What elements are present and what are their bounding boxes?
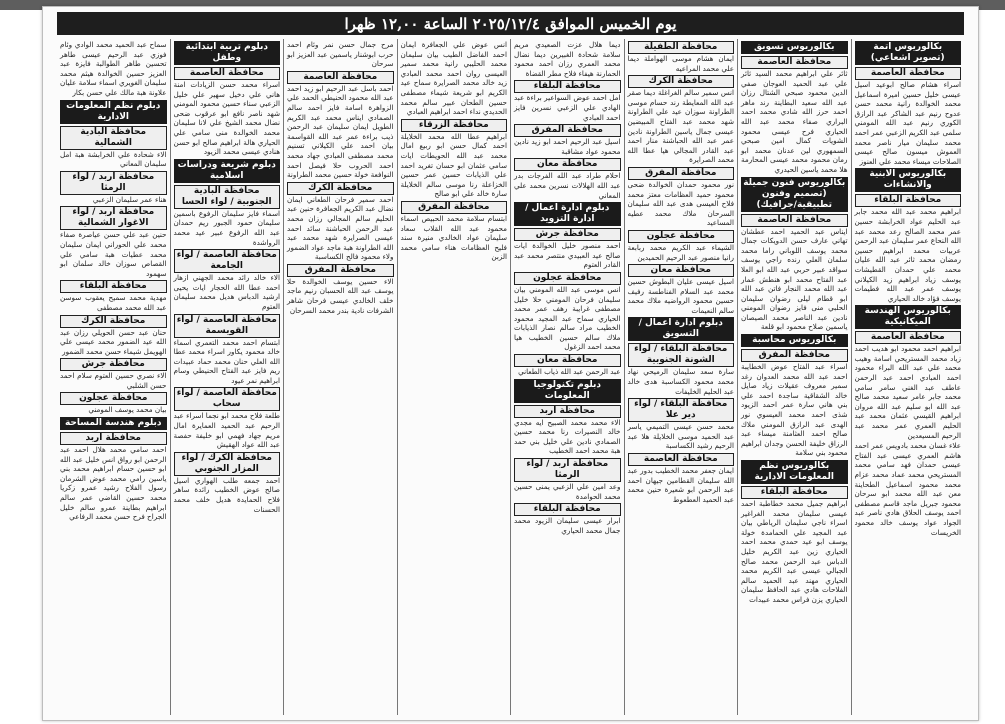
governorate-header: محافظة العاصمة (287, 71, 394, 84)
section (514, 503, 621, 535)
section (628, 75, 735, 165)
names-list: سارة سعد سليمان الرميحي نهاد محمد محمود الكساسبة هدى خالد عبد الحليم الخليفات (627, 367, 734, 396)
program-header: دبلوم ادارة اعمال / التسويق (628, 317, 735, 341)
section (60, 40, 167, 98)
section (628, 317, 735, 396)
governorate-header: محافظة معان (514, 158, 621, 171)
governorate-header: محافظة المفرق (287, 264, 394, 277)
section (628, 230, 735, 262)
column-4 (510, 39, 624, 715)
names-list: امل احمد عوض السواعير براءة عبد الهادي علي الزعبي نسرين فايز احمد العبادي (514, 93, 621, 122)
column-3 (624, 39, 738, 715)
section (60, 315, 167, 357)
names-list: انس عوض علي الجعافرة ايمان احمد الفاضل الطيب بيان سليمان محمد الحليبي رانية محمد سمير العيسى روان احمد محمد العبادي زيد خالد محمد الصرايرة سماح عيد الكريم ابو شريعة شيماء مصطفى حسين الطحان عبير سالم محمد الحديدي نداء احمد ابراهيم العبادي (400, 40, 507, 117)
program-header: دبلوم هندسة المساحة (60, 417, 167, 430)
names-list: طلعة فلاح محمد ابو نجما اسراء عبد الرحيم عبد الحميد العمايرة امال مريم جهاد فهمي ابو خليفة حفصة عبد الله عواد الهقيش (173, 411, 280, 450)
section (174, 159, 281, 247)
section (741, 334, 848, 458)
section (855, 168, 962, 303)
section (514, 458, 621, 501)
section (514, 272, 621, 352)
program-header: بكالوريوس تسويق (741, 41, 848, 54)
section (741, 177, 848, 333)
names-list: ايمان هشام موسى الهواملة ديما علي محمد المراعيه (627, 54, 734, 73)
governorate-header: محافظة عجلون (60, 392, 167, 405)
program-header: بكالوريوس نظم المعلومات الادارية (741, 460, 848, 484)
section (287, 264, 394, 315)
section (60, 171, 167, 205)
governorate-header: محافظة المفرق (514, 124, 621, 137)
names-list: احمد جمعه طلب الهواري اسيل صالح عوض الخطيب رائدة ساهر فلاح الحمايدة هديل خلف محمد الحسنات (173, 475, 280, 514)
names-list: اسماء فايز سليمان الرفوع باسمين سليمان حمود الجبور ريم حمدان عبد الله الرفوع عبير عيد محمد الرواشدة (173, 208, 280, 247)
names-list: الاء خالد رائد محمد الجهني ازهار احمد عطا الله الحجار ايات يحيى ارشيد الدباس هديل محمد سليمان العتوم (173, 273, 280, 311)
names-list: الاء حسين يوسف الخوالدة حلا يوسف عبد الله الحسبان رنيم ماجد خلف الخالدي عيسى فرحان شاهر الشرفات نادية بندر محمد السرحان (287, 276, 394, 315)
section (60, 100, 167, 169)
section (60, 417, 167, 522)
names-list: ثائر علي ابراهيم محمد السيد ثائر علي عبد الحميد العوجان صفي الدين محمود صبحي الشتال رزان عبد الله سعيد البطاينة رند ماهر احمد حرز الله شادي محمد احمد البراري صفاء محمد عبد الله الحياري فرح عيسى محمود الشويات كمال امين صبحي السمهوري لين عدنان محمد ابو رمان محمود محمد عيسى المحارمة هلا محمد ياسين الحيدري (741, 69, 848, 174)
governorate-header: محافظة البلقاء (514, 503, 621, 516)
column-7 (170, 39, 284, 715)
governorate-header: محافظة عجلون (628, 230, 735, 243)
governorate-header: محافظة العاصمة (741, 214, 848, 227)
governorate-header: محافظة العاصمة (174, 67, 281, 80)
column-1 (851, 39, 965, 715)
governorate-header: محافظة الكرك (628, 75, 735, 88)
section (287, 71, 394, 180)
section (174, 249, 281, 311)
section (855, 41, 962, 166)
governorate-header: محافظة الكرك (287, 182, 394, 195)
names-list: وعد امين علي الزعبي يمنى حسين محمد الحوامدة (514, 482, 621, 501)
names-list: انس موسى عبد الله المومني بيان سليمان فرحان المومني حلا خليل مصطفى غرايبة رهف عمر محمد الحياري سماح عبد المجيد محمود الخطيب مراد سالم نصار الذيابات ملاك سالم حسين الخطيب هيا محمد احمد الزغول (514, 284, 621, 352)
section (287, 40, 394, 69)
section (60, 358, 167, 390)
section (514, 124, 621, 156)
section (628, 41, 735, 73)
section (628, 453, 735, 504)
governorate-header: محافظة العاصمة / لواء سحاب (174, 387, 281, 411)
program-header: دبلوم تكنولوجيا المعلومات (514, 379, 621, 403)
governorate-header: محافظة البلقاء / لواء الشونة الجنوبية (628, 343, 735, 367)
governorate-header: محافظة العاصمة (855, 331, 962, 344)
governorate-header: محافظة البلقاء (60, 280, 167, 293)
names-list: الشيماء عبد الكريم محمد ربابعة رانيا منصور عبد الرحيم الحميدين (627, 242, 734, 262)
section (628, 167, 735, 228)
exam-date-headline: يوم الخميس الموافق ٢٠٢٥/١٢/٤ الساعة ١٢,٠٠ ظهرا (57, 12, 964, 35)
section (514, 354, 621, 377)
section (855, 305, 962, 440)
names-list: انس سمير سالم الغراغلة ديما صقر عبد الله المعايطة رند حسام موسى الطراونة سوزان عيد علي الطراونة شهد محمد عبد الفتاح المبيضين عيسى جمال ياسين الطراونة نادين عمر عبد الله الحباشنة منار احمد عبد القادر المجالي هيا عطا الله محمد الصرايرة (627, 88, 734, 165)
column-2 (737, 39, 851, 715)
program-header: بكالوريوس اتمة (تصوير اشعاعي) (855, 41, 962, 65)
governorate-header: محافظة اربد / لواء الرمثا (514, 458, 621, 482)
names-list: علاء غسان محمد بادويس عمر احمد هاشم العمري عيسى عبد الفتاح عيسى حمدان فهد سامي محمد المستريحي محمد عماد محمد عزام محمد محمود اسماعيل الطحاينة معن عبد الله محمد ابو سرحان محمود جبريل ماجد قاسم مصطفى احمد يوسف الحلاق هادي ناصر عبد الجواد عواد يوسف خالد محمود الخريسات (854, 441, 961, 537)
program-header: دبلوم نظم المعلومات الادارية (60, 100, 167, 124)
governorate-header: محافظة الكرك (60, 315, 167, 328)
column-8 (57, 39, 170, 715)
program-header: بكالوريوس محاسبة (741, 334, 848, 347)
governorate-header: محافظة العاصمة / لواء الجامعة (174, 249, 281, 273)
names-list: ابرار عيسى سليمان الزيود محمد جمال محمد الحياري (514, 516, 621, 535)
names-list: مهدية محمد سميح يعقوب سوسن عبد الله محمد مصطفى (60, 293, 167, 312)
governorate-header: محافظة البلقاء (514, 80, 621, 93)
program-header: دبلوم تربية ابتدائية وطفل (174, 41, 281, 65)
names-list: بيان محمد يوسف المومني (88, 405, 167, 415)
names-list: ابراهيم عطا الله محمد الخلايلة احمد كمال حسن ابو ربيع امال محمد عبد الله الحويطات ايات سامي عثمان ابو حسان تغريد احمد علي الذيابات حسين عمر حسين الخزاعلة رنا موسى سالم الخلايلة سارة خالد علي ابو صالح (400, 131, 507, 199)
column-6 (283, 39, 397, 715)
section (174, 41, 281, 157)
governorate-header: محافظة اربد (514, 405, 621, 418)
names-list: ابتسام احمد محمد التعمري اسماء خالد محمود يكاور اسراء محمد عطا الله العلي حنان محمد حماد عبيدات ريم فايز عبد الفتاح الحنيطي وسام ابراهيم نمر عيود (173, 337, 280, 385)
section (514, 158, 621, 200)
program-header: بكالوريوس الهندسة الميكانيكية (855, 305, 962, 329)
names-list: اسراء عبد الفتاح عوض الخطايبة احمد عبد الله محمد العدوان رغد سمير معروف عقيلات زياد صايل خالد الشقاقية ساجدة احمد علي بني هاني سارة عمر احمد الزيود شذى احمد محمد العيسوي نور الهدى عبد الرازق المومني ملاك صالح احمد العثامنة ميساء عبد الرزاق خليفة الحسن وجدان ابراهيم محمود بني سلامة (741, 362, 848, 458)
program-header: بكالوريوس الابنية والانشاءات (855, 168, 962, 192)
section (855, 441, 962, 537)
names-list: عبد الرحمن عبد الله ذياب الطعاني (518, 367, 621, 377)
section (60, 280, 167, 312)
names-list: احمد سمير فرحان الطعاني ايمان نضال عبد الكريم الجعافرة حنين عبد الحليم سالم المجالي رزان محمد عبد الرحمن الحباشنة سائد احمد عيسى الصرايرة شهد محمد عبد الله الطراونة هبة ماجد عواد الضمور ولاء محمود فالح الكساسبة (287, 194, 394, 262)
names-list: ابراهيم احمد محمود ابو هديب احمد زياد محمد المستريحي اسامة وهيب محمد علي عبد الله البراء محمود احمد العبادي احمد عبد الرحمن عاطف عبد الغني سامر سامي محمد جابر عامر سعيد محمد صالح عبد الله ابو سليم عبد الله مروان ابراهيم القيسي عثمان محمد عبد الحليم العمري عمر محمد عبد الرحيم المسيعدين (854, 344, 961, 440)
column-5 (397, 39, 511, 715)
governorate-header: محافظة البادية الشمالية (60, 126, 167, 150)
governorate-header: محافظة البلقاء / لواء دير علا (628, 398, 735, 422)
names-list: ديما هلال عزت الصعيدي مريم سلامة شحادة الغبيرين ديما نضال محمد العمري رزان احمد محمود الحمارنة هيفاء فلاح مطر القضاة (514, 40, 621, 78)
governorate-header: محافظة العاصمة (741, 56, 848, 69)
names-list: احمد منصور خليل الخوالدة ايات صالح عيد العبيدي منتصر محمد عبد القادر العتوم (514, 241, 621, 270)
names-list: حنين عبد علي حسن عياصرة صفاء محمد علي الحوراني ايمان سليمان محمد عطيات هبة سامي علي القصاص سوزان خالد سلمان ابو سهمود (60, 230, 167, 278)
program-header: دبلوم ادارة اعمال / ادارة التزويد (514, 202, 621, 226)
governorate-header: محافظة المفرق (628, 167, 735, 180)
section (741, 460, 848, 605)
names-list: الاء شحادة علي الخرابشة هبة امل سليمان المعاني (60, 149, 167, 169)
newspaper-page (42, 6, 979, 721)
section (514, 379, 621, 456)
governorate-header: محافظة العاصمة / لواء القويسمة (174, 314, 281, 338)
governorate-header: محافظة جرش (514, 228, 621, 241)
governorate-header: محافظة عجلون (514, 272, 621, 285)
names-list: ابتسام سلامة محمد الحبيص اسماء محمود عبد الله القلاب سعاد سليمان عواد الخالدي منيرة سند فليح العظامات هناء سامي محمد الزبن (400, 213, 507, 262)
section (174, 314, 281, 386)
governorate-header: محافظة المفرق (401, 201, 508, 214)
names-list: ابراهيم جميل محمد خطاطبة احمد عيسى سليمان محمد الغراغير اسراء ناجي سليمان الرياطي بيان عبد المجيد علي الحمامدة خولة يوسف ابو عيد حمدي محمد احمد الحياري زين عبد الكريم خليل الدباس عبد الرحمن محمد صالح الجبالي عيسى عبد الكريم محمد الحياري مهند عبد الحميد سالم الفلاحات هادي عبد الحافظ سليمان الحياري يزن فراس محمد عبيدات (741, 499, 848, 604)
section (401, 40, 508, 117)
names-list: ابراهيم محمد عبد الله محمد جابر عبد الحليم عواد الخرابشة حسين عمر محمد الصالح رعد محمد عبد الله النحاع عمر سليمان عبد الرحمن عربيات محمد ابراهيم حسين رمضان محمد ثائر عبد الله عليان محمد علي حمدان القطيشات يوسف زياد ابراهيم زيد الكيلاني يوسف عمر عبد الله فطيمات يوسف فؤاد خالد الحياري (854, 207, 961, 303)
governorate-header: محافظة معان (628, 264, 735, 277)
section (628, 264, 735, 315)
governorate-header: محافظة العاصمة (628, 453, 735, 466)
names-list: الاء محمد محمد الصبيح ايه مجدي خالد النصيرات رنا محمد حسين الصمادي نادين علي خليل بني حمد هبة محمد احمد الخطيب (514, 417, 621, 456)
names-list: اسيل عبد الرحيم احمد ابو زيد نادين محمود عواد مشاقبة (514, 137, 621, 156)
governorate-header: محافظة البلقاء (741, 486, 848, 499)
section (174, 452, 281, 514)
names-list: احمد باسل عبد الرحيم ابو زيد احمد عبد الله محمود الحنيطي الحمد علي الزواهرة اسامة فايز احمد سالم الصمادي ايناس محمد عبد الكريم الطويل ايمان سليمان عبد الرحمن ذيب براءة عمر عبد الله القواسمة بيان احمد علي الكيلاني تسنيم محمد مصطفى العبادي جهاد محمد احمد الحروب حلا فيصل احمد النوافعة خولة حسين محمد الطراونة (287, 83, 394, 180)
section (628, 398, 735, 451)
names-list: هناء عمر سليمان الزعبي (92, 194, 167, 204)
program-header: دبلوم شريعة ودراسات اسلامية (174, 159, 281, 183)
section (401, 119, 508, 199)
names-list: حنان عبد حسن الحويلي رزان عبد الله عيد الضمور محمد عيسى علي الهويمل شيماء حسن محمد الضمور (60, 327, 167, 356)
names-list: سماح عبد الحميد محمد الوادي وئام فوزي عبد الرحيم عيسى طاهر تحسين طاهر الطوالبة فايزة عبد العزيز حسين الخوالدة هيثم محمد سليمان الغويري اسماء سلامة عليان علاونة هبة مالك علي حسن بكار (60, 40, 167, 97)
section (514, 40, 621, 78)
program-header: بكالوريوس فنون جميلة (تصميم وفنون تطبيقية/جرافيك) (741, 177, 848, 212)
names-list: اسراء محمد حسن الزيادات امنة هاني علي دخيل سهير علي خليل الزعبي سناء حسين محمود المومني شهد ناصر نافع ابو عرقوب ضحى نضال محمد الشيخ علي لانا سليمان محمد الخوالدة منى سامي علي الحياري هالة ابراهيم صالح ابو حسن هنادي عيسى محمد الزيود (173, 80, 280, 157)
names-list: الاء نصري حسين العتوم سلام احمد حسن الشلبي (60, 371, 167, 390)
names-list: احلام طراد عبد الله الفرجات بدر عبد الله الهلالات نسرين محمد علي المعاني (514, 171, 621, 200)
names-list: محمد حسن عيسى التميمي ياسر عبد الحميد موسى الخلايلة هلا عبد الرحيم رشيد الكساسبة (627, 422, 734, 451)
governorate-header: محافظة المفرق (741, 349, 848, 362)
governorate-header: محافظة البلقاء (855, 194, 962, 207)
section (401, 201, 508, 262)
section (514, 202, 621, 270)
names-list: نور محمود حمدان الخوالدة ضحى محمود حميد العظامات معتز محمد فلاح العيسى هدى عبد الله سليمان السرحان ملاك محمد عطيه المساعيد (627, 179, 734, 228)
governorate-header: محافظة البادية الجنوبية / لواء الحسا (174, 185, 281, 209)
governorate-header: محافظة اربد / لواء الاغوار الشمالية (60, 206, 167, 230)
section (287, 182, 394, 262)
names-list: ايناس عبد الحميد احمد عطشان تهاني عارف حسن الدويكات جمال محمد يوسف اللوباني راما محمد سلمان العلي رنده راجي يوسف سواقد عبير حربي عبد الله ابو العلا عبد الفتاح محمد ابو هنطش عمار عبد الله محمد النجار فاتن عبد الله ابو قطام ليلى رضوان سليمان الحلبي منى فايز رضوان المومني نادين عبد الناصر محمد الصيصان ياسمين صلاح محمود ابو قلعة (741, 226, 848, 332)
names-list: اسيل عيسى عليان البطوش حسين محمد عبد السلام الفناطسة رفيف حسين محمود الرواضيه ملاك محمد سالم النعيمات (627, 277, 734, 315)
section (514, 80, 621, 122)
governorate-header: محافظة الزرقاء (401, 119, 508, 132)
section (60, 206, 167, 278)
section (60, 392, 167, 415)
governorate-header: محافظة الكرك / لواء المزار الجنوبي (174, 452, 281, 476)
governorate-header: محافظة الطفيلة (628, 41, 735, 54)
governorate-header: محافظة جرش (60, 358, 167, 371)
governorate-header: محافظة اربد (60, 432, 167, 445)
section (174, 387, 281, 449)
columns-container (57, 39, 964, 715)
governorate-header: محافظة العاصمة (855, 67, 962, 80)
section (741, 41, 848, 175)
governorate-header: محافظة معان (514, 354, 621, 367)
names-list: احمد سامي محمد هلال احمد عبد الرحمن ابو رواق انس خليل عبد الله ابو حسين حسام ابراهيم محمد بني ياسين رامي محمد عوض الشرمان رسول الفلاح رشيد عمرو زكريا محمد حسين القاضي عمر سالم ابراهيم بطاينة عمرو سالم خليل الجراح فرح حسن محمد الرفاعي (60, 445, 167, 522)
names-list: مرح جمال حسن نمر وئام احمد حرب ابوشنار ياسمين عبد العزيز ابو سرحان (287, 40, 394, 69)
names-list: اسراء هشام صالح ابوعيد اسيل عيسى خليل حسين اميرة اسماعيل محمد الخوالدة رانية محمد حسن عدوح رنيم عبد الشاكر عبد الرازق الكوري رنيم عبد الله المومني سلمى عبد الكريم الزعبي عمر احمد محمد سليمان ميار ناصر محمد العموش ميسون صالح عيسى الصلاحات ميساء محمد علي العنوز (854, 80, 961, 166)
names-list: ايمان جعفر محمد الخطيب بدور عبد الله سليمان القطامين جيهان احمد عبد الرحمن ابو شعيرة حنين محمد عبد الحميد العطعوط (627, 466, 734, 504)
governorate-header: محافظة اربد / لواء الرمثا (60, 171, 167, 195)
